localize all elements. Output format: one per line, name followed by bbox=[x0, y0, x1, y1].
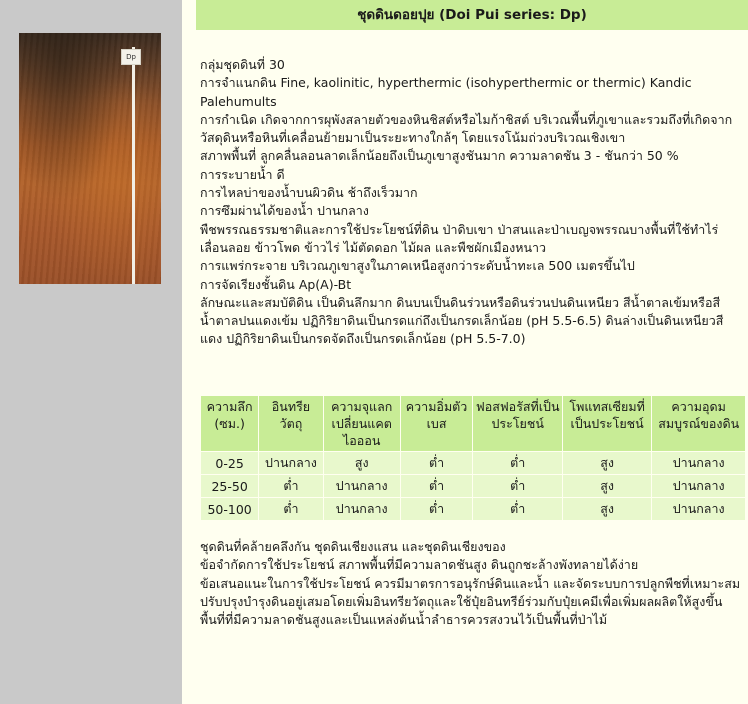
detail-line: สภาพพื้นที่ ลูกคลื่นลอนลาดเล็กน้อยถึงเป็นภูเขาสูงชันมาก ความลาดชัน 3 - ชันกว่า 50 % bbox=[200, 148, 679, 164]
detail-line: การไหลบ่าของน้ำบนผิวดิน ช้าถึงเร็วมาก bbox=[200, 185, 418, 201]
table-cell: ต่ำ bbox=[400, 452, 473, 475]
table-row bbox=[201, 498, 746, 521]
table-header-row bbox=[201, 396, 746, 452]
table-cell: สูง bbox=[562, 475, 651, 498]
detail-line: ลักษณะและสมบัติดิน เป็นดินลึกมาก ดินบนเป็นดินร่วนหรือดินร่วนปนดินเหนียว สีน้ำตาลเข้มหรือสีน้ำตาลปนแดงเข้ม ปฏิกิริยาดินเป็นกรดแก่ถึงเป็นกรดเล็กน้อย (pH 5.5-6.5) ดินล่างเป็นดินเหนียวสีแดง ปฏิกิริยาดินเป็นกรดจัดถึงเป็นกรดเล็กน้อย (pH 5.5-7.0) bbox=[200, 294, 724, 347]
soil-details bbox=[200, 56, 745, 349]
table-header: ความจุแลกเปลี่ยนแคตไอออน bbox=[323, 396, 400, 452]
detail-line: การซึมผ่านได้ของน้ำ ปานกลาง bbox=[200, 203, 369, 219]
table-cell: ต่ำ bbox=[259, 475, 323, 498]
table-cell: ต่ำ bbox=[473, 498, 562, 521]
detail-line: การกำเนิด เกิดจากการผุพังสลายตัวของหินชิสต์หรือไมก้าชิสต์ บริเวณพื้นที่ภูเขาและรวมถึงที่เกิดจากวัสดุดินหรือหินที่เคลื่อนย้ายมาเป็นระยะทางใกล้ๆ โดยแรงโน้มถ่วงบริเวณเชิงเขา bbox=[200, 111, 733, 146]
table-header: ความลึก (ซม.) bbox=[201, 396, 259, 452]
table-cell: ปานกลาง bbox=[259, 452, 323, 475]
table-row bbox=[201, 475, 746, 498]
table-cell: 0-25 bbox=[201, 452, 259, 475]
table-cell: 25-50 bbox=[201, 475, 259, 498]
photo-tag-label: Dp bbox=[121, 49, 141, 65]
sidebar bbox=[0, 0, 182, 704]
table-cell: ปานกลาง bbox=[323, 498, 400, 521]
note-line: ข้อเสนอแนะในการใช้ประโยชน์ ควรมีมาตรการอนุรักษ์ดินและน้ำ และจัดระบบการปลูกพืชที่เหมาะสม ปรับปรุงบำรุงดินอยู่เสมอโดยเพิ่มอินทรียวัตถุและใช้ปุ๋ยอินทรีย์ร่วมกับปุ๋ยเคมีเพื่อเพิ่มผลผลิตให้สูงขึ้น พื้นที่ที่มีความลาดชันสูงและเป็นแหล่งต้นน้ำลำธารควรสงวนไว้เป็นพื้นที่ป่าไม้ bbox=[200, 575, 741, 628]
main-content bbox=[182, 0, 748, 704]
detail-line: การจำแนกดิน Fine, kaolinitic, hyperthermic (isohyperthermic or thermic) Kandic Palehumults bbox=[200, 75, 692, 109]
table-header: ฟอสฟอรัสที่เป็นประโยชน์ bbox=[473, 396, 562, 452]
measuring-tape bbox=[132, 47, 135, 284]
table-cell: สูง bbox=[323, 452, 400, 475]
table-header: โพแทสเซียมที่เป็นประโยชน์ bbox=[562, 396, 651, 452]
table-header: ความอุดมสมบูรณ์ของดิน bbox=[652, 396, 746, 452]
table-cell: ปานกลาง bbox=[652, 452, 746, 475]
note-line: ชุดดินที่คล้ายคลึงกัน ชุดดินเชียงแสน และชุดดินเชียงของ bbox=[200, 539, 506, 554]
table-cell: ต่ำ bbox=[400, 475, 473, 498]
detail-line: พืชพรรณธรรมชาติและการใช้ประโยชน์ที่ดิน ป่าดิบเขา ป่าสนและป่าเบญจพรรณบางพื้นที่ใช้ทำไร่เลื่อนลอย ข้าวโพด ข้าวไร่ ไม้ตัดดอก ไม้ผล และพืชผักเมืองหนาว bbox=[200, 221, 719, 255]
table-cell: ปานกลาง bbox=[652, 498, 746, 521]
table-cell: ปานกลาง bbox=[323, 475, 400, 498]
detail-line: กลุ่มชุดดินที่ 30 bbox=[200, 57, 285, 72]
soil-properties-table bbox=[200, 395, 746, 521]
table-cell: สูง bbox=[562, 452, 651, 475]
detail-line: การระบายน้ำ ดี bbox=[200, 166, 285, 182]
soil-profile-photo bbox=[19, 33, 161, 284]
detail-line: การจัดเรียงชั้นดิน Ap(A)-Bt bbox=[200, 276, 352, 292]
table-cell: ต่ำ bbox=[400, 498, 473, 521]
table-row bbox=[201, 452, 746, 475]
page-title: ชุดดินดอยปุย (Doi Pui series: Dp) bbox=[196, 0, 748, 30]
table-cell: สูง bbox=[562, 498, 651, 521]
table-cell: ต่ำ bbox=[259, 498, 323, 521]
table-cell: 50-100 bbox=[201, 498, 259, 521]
note-line: ข้อจำกัดการใช้ประโยชน์ สภาพพื้นที่มีความลาดชันสูง ดินถูกชะล้างพังทลายได้ง่าย bbox=[200, 557, 639, 573]
table-cell: ต่ำ bbox=[473, 475, 562, 498]
table-header: อินทรียวัตถุ bbox=[259, 396, 323, 452]
table-header: ความอิ่มตัวเบส bbox=[400, 396, 473, 452]
table-cell: ต่ำ bbox=[473, 452, 562, 475]
soil-notes bbox=[200, 538, 745, 629]
detail-line: การแพร่กระจาย บริเวณภูเขาสูงในภาคเหนือสูงกว่าระดับน้ำทะเล 500 เมตรขึ้นไป bbox=[200, 258, 635, 274]
table-cell: ปานกลาง bbox=[652, 475, 746, 498]
